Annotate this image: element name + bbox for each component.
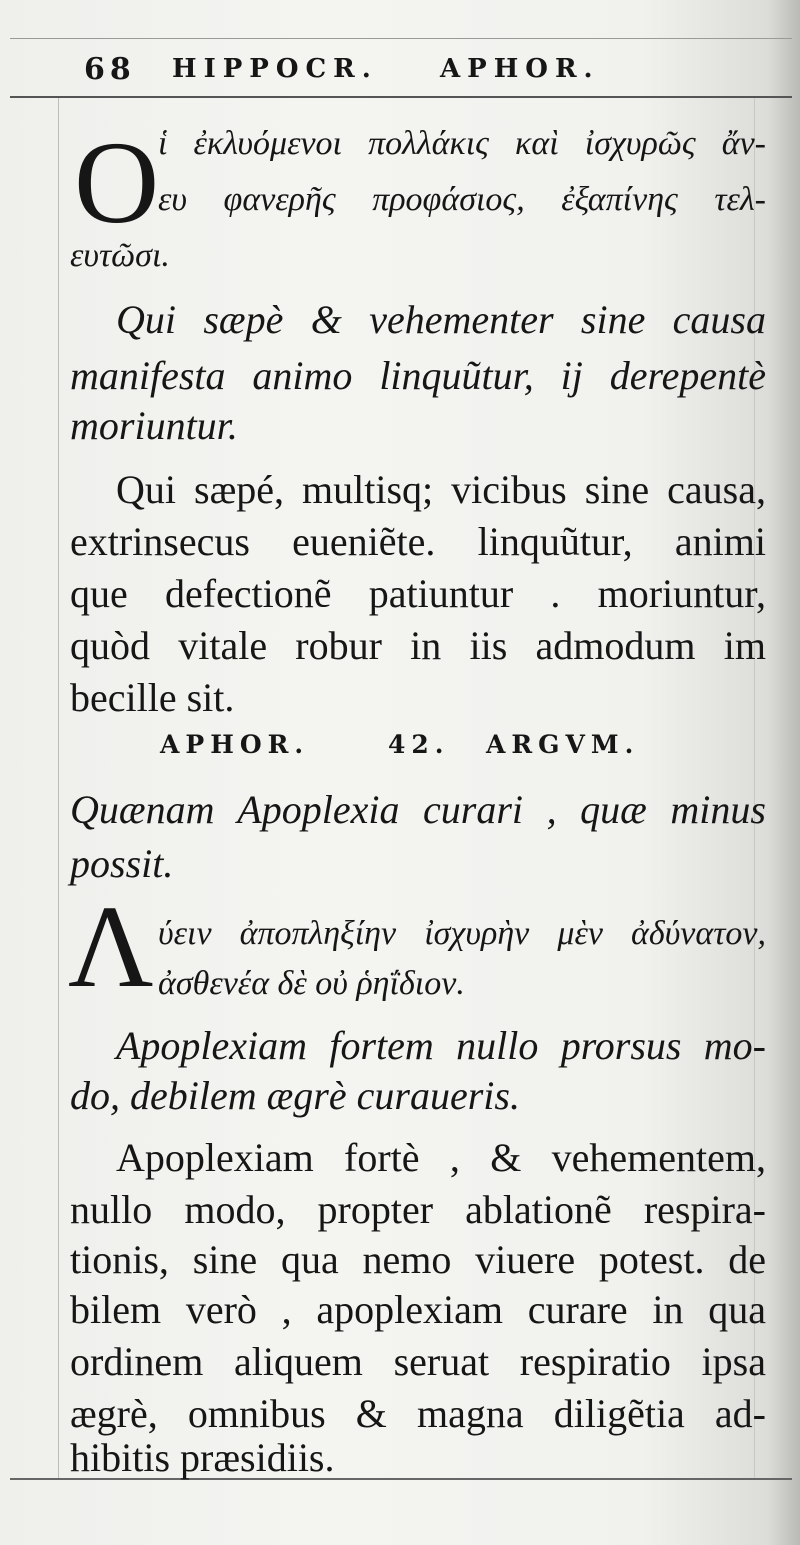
argument-line: Quænam Apoplexia curari , quæ minus	[70, 787, 766, 832]
latin-line: Apoplexiam fortem nullo prorsus mo-	[116, 1023, 766, 1068]
running-head-left: HIPPOCR.	[172, 54, 378, 84]
greek-line: ἱ ἐκλυόμενοι πολλάκις καὶ ἰσχυρῶς ἄν-	[158, 125, 766, 162]
running-header	[84, 52, 724, 96]
left-margin-line	[58, 98, 59, 1478]
greek-line: ευ φανερῆς προφάσιος, ἐξαπίνης τελ-	[158, 181, 766, 218]
header-rule	[10, 96, 792, 98]
commentary-line: ægrè, omnibus & magna diligẽtia ad-	[70, 1391, 766, 1436]
greek-line: ευτῶσι.	[70, 237, 170, 274]
page-number: 68	[84, 52, 136, 87]
aphorism-heading	[160, 730, 680, 770]
commentary-line: que defectionẽ patiuntur . moriuntur,	[70, 571, 766, 616]
heading-label: APHOR.	[160, 730, 310, 759]
commentary-line: ordinem aliquem seruat respiratio ipsa	[70, 1339, 766, 1384]
heading-number: 42.	[388, 730, 450, 759]
commentary-line: hibitis præsidiis.	[70, 1435, 335, 1480]
running-head-right: APHOR.	[440, 54, 600, 84]
heading-argument: ARGVM.	[486, 730, 640, 759]
dropcap-o: O	[74, 117, 160, 248]
argument-line: possit.	[70, 841, 174, 886]
latin-line: do, debilem ægrè curaueris.	[70, 1073, 520, 1118]
latin-line: Qui sæpè & vehementer sine causa	[116, 297, 766, 342]
commentary-line: Qui sæpé, multisq; vicibus sine causa,	[116, 467, 766, 512]
greek-line: ύειν ἀποπληξίην ἰσχυρὴν μὲν ἀδύνατον,	[158, 915, 766, 952]
commentary-line: becille sit.	[70, 675, 235, 720]
commentary-line: Apoplexiam fortè , & vehementem,	[116, 1135, 766, 1180]
greek-line: ἀσθενέα δὲ οὐ ῥηΐδιον.	[158, 965, 465, 1002]
commentary-line: extrinsecus eueniẽte. linquũtur, animi	[70, 519, 766, 564]
page-top-edge	[10, 38, 792, 39]
latin-line: manifesta animo linquũtur, ij derepentè	[70, 353, 766, 398]
commentary-line: quòd vitale robur in iis admodum im	[70, 623, 766, 668]
commentary-line: tionis, sine qua nemo viuere potest. de	[70, 1237, 766, 1282]
latin-line: moriuntur.	[70, 403, 238, 448]
dropcap-lambda: Λ	[68, 881, 154, 1012]
commentary-line: bilem verò , apoplexiam curare in qua	[70, 1287, 766, 1332]
commentary-line: nullo modo, propter ablationẽ respira-	[70, 1187, 766, 1232]
